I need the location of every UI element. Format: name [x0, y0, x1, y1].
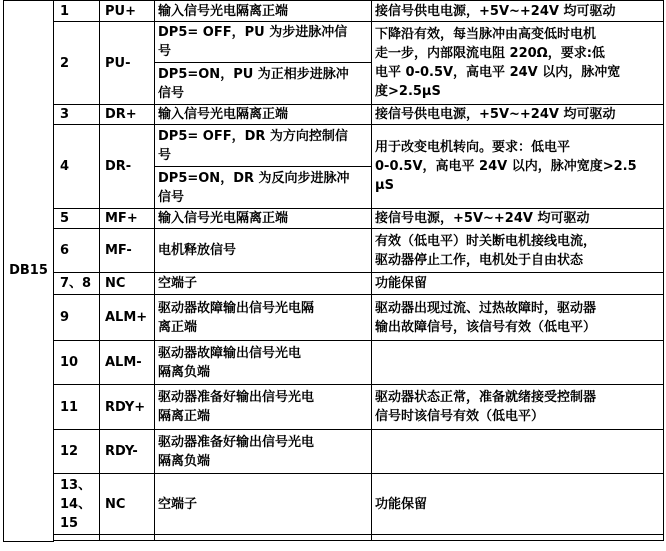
signal-name: ALM- [100, 341, 155, 385]
pin-number: 2 [54, 22, 100, 105]
signal-description: DP5= OFF，PU 为步进脉冲信 号 [155, 22, 372, 63]
signal-note: 驱动器状态正常，准备就绪接受控制器 信号时该信号有效（低电平） [372, 385, 664, 430]
table-row [4, 125, 664, 167]
connector-label: DB15 [4, 1, 54, 542]
signal-name: RDY+ [100, 385, 155, 430]
empty-cell [155, 535, 372, 541]
signal-description: 驱动器故障输出信号光电隔 离正端 [155, 295, 372, 341]
signal-name: PU+ [100, 1, 155, 22]
table-row [4, 209, 664, 229]
signal-note [372, 430, 664, 474]
signal-note: 接信号供电电源，+5V~+24V 均可驱动 [372, 105, 664, 125]
signal-description: 驱动器故障输出信号光电 隔离负端 [155, 341, 372, 385]
signal-name: NC [100, 474, 155, 535]
table-row [4, 474, 664, 535]
pin-number: 3 [54, 105, 100, 125]
table-row [4, 22, 664, 63]
pin-number: 6 [54, 229, 100, 273]
table-row [4, 385, 664, 430]
pin-number: 12 [54, 430, 100, 474]
table-row [4, 1, 664, 22]
signal-description: 驱动器准备好输出信号光电 隔离负端 [155, 430, 372, 474]
signal-description: 驱动器准备好输出信号光电 隔离正端 [155, 385, 372, 430]
pin-number: 4 [54, 125, 100, 209]
signal-note: 接信号电源，+5V~+24V 均可驱动 [372, 209, 664, 229]
empty-cell [100, 535, 155, 541]
pin-number: 10 [54, 341, 100, 385]
table-row [4, 295, 664, 341]
signal-description: 空端子 [155, 474, 372, 535]
signal-name: ALM+ [100, 295, 155, 341]
signal-note: 有效（低电平）时关断电机接线电流， 驱动器停止工作，电机处于自由状态 [372, 229, 664, 273]
pin-definition-table [3, 0, 664, 542]
signal-note: 功能保留 [372, 474, 664, 535]
signal-name: MF- [100, 229, 155, 273]
table-row [4, 273, 664, 295]
signal-description: DP5=ON，PU 为正相步进脉冲 信号 [155, 63, 372, 105]
signal-note: 用于改变电机转向。要求：低电平 0-0.5V，高电平 24V 以内，脉冲宽度>2.5 μS [372, 125, 664, 209]
signal-name: DR- [100, 125, 155, 209]
pin-number: 1 [54, 1, 100, 22]
signal-description: 电机释放信号 [155, 229, 372, 273]
signal-name: MF+ [100, 209, 155, 229]
signal-note: 功能保留 [372, 273, 664, 295]
table-row [4, 105, 664, 125]
pin-number: 13、 14、 15 [54, 474, 100, 535]
signal-note: 下降沿有效，每当脉冲由高变低时电机 走一步，内部限流电阻 220Ω，要求:低 电平 0-0.5V，高电平 24V 以内，脉冲宽 度>2.5μS [372, 22, 664, 105]
table-row-partial [4, 535, 664, 541]
signal-description: 输入信号光电隔离正端 [155, 1, 372, 22]
pin-number: 5 [54, 209, 100, 229]
signal-note: 接信号供电电源，+5V~+24V 均可驱动 [372, 1, 664, 22]
pin-number: 9 [54, 295, 100, 341]
empty-cell [372, 535, 664, 541]
table-row [4, 341, 664, 385]
table-row [4, 430, 664, 474]
pin-number: 11 [54, 385, 100, 430]
signal-description: DP5=ON，DR 为反向步进脉冲 信号 [155, 167, 372, 209]
signal-description: 输入信号光电隔离正端 [155, 209, 372, 229]
table-row [4, 229, 664, 273]
signal-name: RDY- [100, 430, 155, 474]
pin-number: 7、8 [54, 273, 100, 295]
signal-note [372, 341, 664, 385]
signal-name: DR+ [100, 105, 155, 125]
signal-description: 输入信号光电隔离正端 [155, 105, 372, 125]
signal-description: 空端子 [155, 273, 372, 295]
signal-name: PU- [100, 22, 155, 105]
signal-description: DP5= OFF，DR 为方向控制信 号 [155, 125, 372, 167]
signal-name: NC [100, 273, 155, 295]
signal-note: 驱动器出现过流、过热故障时，驱动器 输出故障信号，该信号有效（低电平） [372, 295, 664, 341]
